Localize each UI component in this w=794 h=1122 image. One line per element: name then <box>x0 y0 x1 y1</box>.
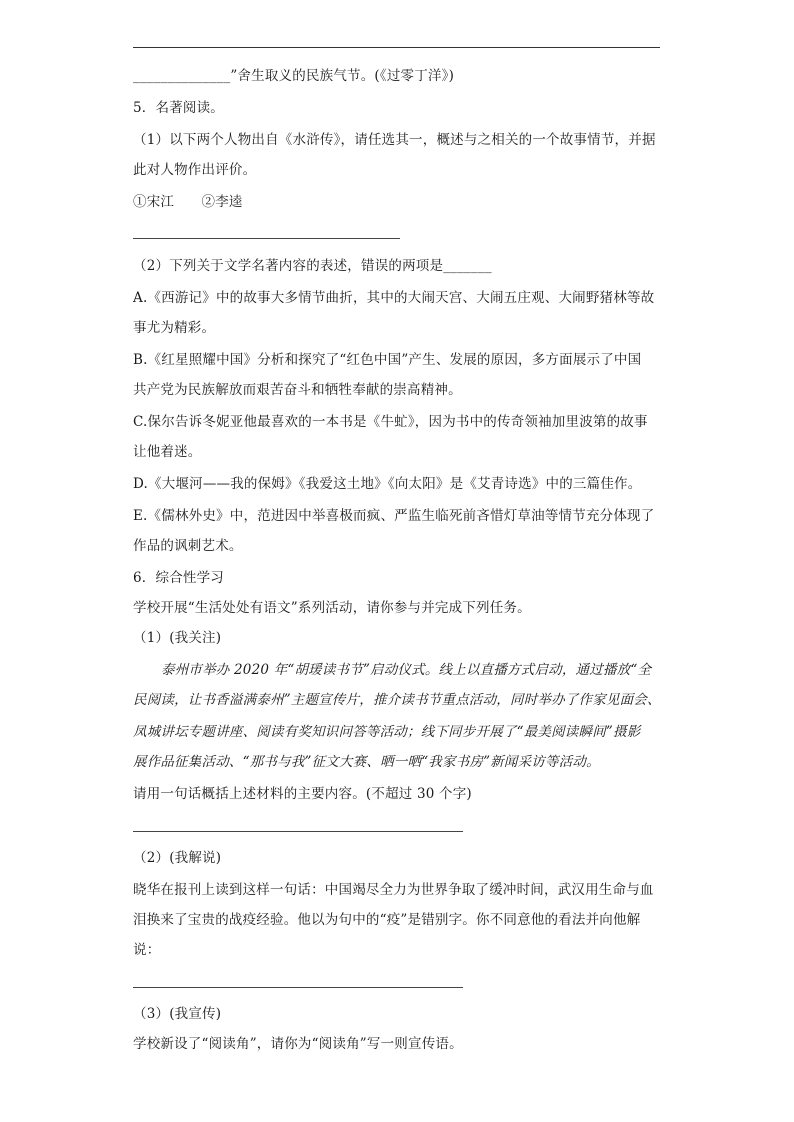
option-c-line1: C.保尔告诉冬妮亚他最喜欢的一本书是《牛虻》，因为书中的传奇领袖加里波第的故事 <box>133 414 648 430</box>
option-b-line1: B.《红星照耀中国》分析和探究了“红色中国”产生、发展的原因，多方面展示了中国 <box>133 352 642 368</box>
option-d-line1: D.《大堰河——我的保姆》《我爱这土地》《向太阳》是《艾青诗选》中的三篇佳作。 <box>133 476 642 492</box>
q5-sub1-line2: 此对人物作出评价。 <box>133 162 257 178</box>
q6-part1-para-line4: 展作品征集活动、“那书与我”征文大赛、晒一晒“我家书房”新闻采访等活动。 <box>133 754 600 770</box>
q5-sub1-options: ①宋江 ②李逵 <box>133 194 243 210</box>
answer-blank[interactable]: ______________ <box>133 68 231 84</box>
q6-part1-para-line2: 民阅读，让书香溢满泰州”主题宣传片，推介读书节重点活动，同时举办了作家见面会、 <box>133 692 661 708</box>
q6-part1-para-line3: 凤城讲坛专题讲座、阅读有奖知识问答等活动；线下同步开展了“最美阅读瞬间”摄影 <box>133 724 641 740</box>
option-b-line2: 共产党为民族解放而艰苦奋斗和牺牲奉献的崇高精神。 <box>133 382 462 398</box>
q6-title: 6．综合性学习 <box>133 570 224 586</box>
option-a-line1: A.《西游记》中的故事大多情节曲折，其中的大闹天宫、大闹五庄观、大闹野猪林等故 <box>133 290 655 306</box>
q6-part3-line1: 学校新设了“阅读角”，请你为“阅读角”写一则宣传语。 <box>133 1036 463 1052</box>
q6-part2-line2: 泪换来了宝贵的战疫经验。他以为句中的“疫”是错别字。你不同意他的看法并向他解 <box>133 912 641 928</box>
option-a-line2: 事尤为精彩。 <box>133 320 216 336</box>
q6-part1-label: （1）(我关注) <box>133 630 222 646</box>
top-divider <box>133 47 660 48</box>
q6-part2-line1: 晓华在报刊上读到这样一句话：中国竭尽全力为世界争取了缓冲时间，武汉用生命与血 <box>133 882 654 898</box>
q5-title: 5．名著阅读。 <box>133 100 224 116</box>
q6-part1-para-line1: 泰州市举办 2020 年“胡瑗读书节”启动仪式。线上以直播方式启动，通过播放“全 <box>161 662 652 678</box>
q6-part2-line3: 说： <box>133 942 161 958</box>
q5-sub1-line1: （1）以下两个人物出自《水浒传》，请任选其一，概述与之相关的一个故事情节，并据 <box>133 132 656 148</box>
q4-tail-line <box>133 66 454 86</box>
answer-line[interactable] <box>133 831 463 832</box>
option-e-line1: E.《儒林外史》中，范进因中举喜极而疯、严监生临死前吝惜灯草油等情节充分体现了 <box>133 508 655 524</box>
option-e-line2: 作品的讽刺艺术。 <box>133 538 243 554</box>
answer-line[interactable] <box>133 987 463 988</box>
q6-intro: 学校开展“生活处处有语文”系列活动，请你参与并完成下列任务。 <box>133 600 531 616</box>
answer-line[interactable] <box>133 238 400 239</box>
q6-part3-label: （3）(我宣传) <box>133 1006 222 1022</box>
option-c-line2: 让他着迷。 <box>133 444 202 460</box>
q6-part2-label: （2）(我解说) <box>133 850 222 866</box>
q6-part1-question: 请用一句话概括上述材料的主要内容。(不超过 30 个字) <box>133 786 472 802</box>
q5-sub2-stem: （2）下列关于文学名著内容的表述，错误的两项是_______ <box>133 258 492 274</box>
q4-tail-text: ”舍生取义的民族气节。(《过零丁洋》) <box>230 68 455 84</box>
